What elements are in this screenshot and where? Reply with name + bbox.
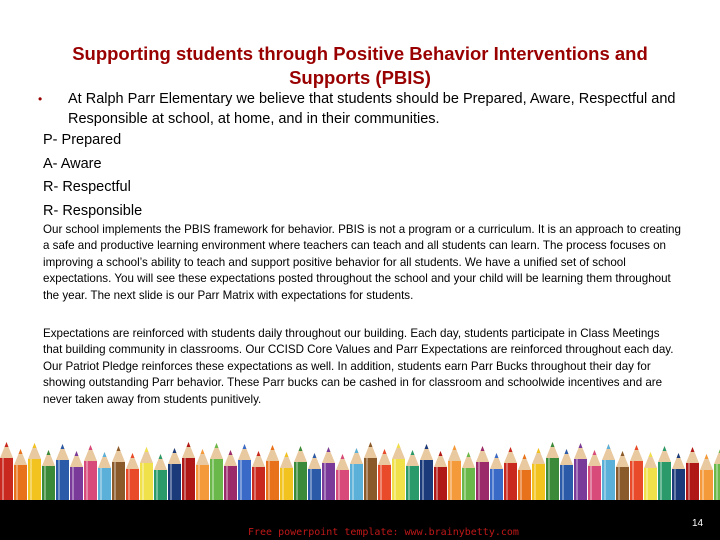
pencil-icon — [28, 443, 41, 500]
pencil-icon — [462, 452, 475, 500]
pencil-icon — [154, 454, 167, 500]
pencil-icon — [224, 450, 237, 500]
pencil-icon — [280, 452, 293, 500]
pencil-icon — [364, 442, 377, 500]
pencil-icon — [196, 449, 209, 500]
pencil-icon — [140, 447, 153, 500]
pencil-icon — [238, 444, 251, 500]
pencil-icon — [602, 444, 615, 500]
pencil-icon — [168, 448, 181, 500]
pencil-icon — [406, 450, 419, 500]
pencil-icon — [448, 445, 461, 500]
pencil-icon — [700, 454, 713, 500]
slide-title: Supporting students through Positive Behavior Interventions and Supports (PBIS) — [72, 43, 648, 88]
pencil-icon — [98, 452, 111, 500]
pencil-icon — [252, 451, 265, 500]
pencil-icon — [658, 446, 671, 500]
pencil-icon — [490, 453, 503, 500]
pencil-icon — [392, 443, 405, 500]
pencil-icon — [686, 447, 699, 500]
pencil-icon — [308, 453, 321, 500]
parr-item-responsible: R- Responsible — [43, 202, 143, 219]
pencil-icon — [210, 443, 223, 500]
pencil-icon — [322, 447, 335, 500]
pencil-icon — [518, 454, 531, 500]
pencil-icon — [336, 454, 349, 500]
pencil-icon — [56, 444, 69, 500]
page-number: 14 — [692, 518, 704, 529]
pencil-icon — [560, 449, 573, 500]
belief-bullet — [36, 90, 676, 129]
pencil-icon — [42, 450, 55, 500]
pbis-framework-paragraph: Our school implements the PBIS framework for behavior. PBIS is not a program or a curriculum. It is an approach to creating a safe and productive learning environment where teachers can teach and all students can learn. The process focuses on improving a school’s ability to teach and support positive behavior for all students. We have a unified set of school expectations. You will see these expectations posted throughout the school and your child will be learning them throughout the year. The next slide is our Parr Matrix with expectations for students. — [43, 223, 681, 302]
pencil-icon — [112, 446, 125, 500]
pencil-icon — [182, 442, 195, 500]
pencil-icon — [532, 448, 545, 500]
parr-item-prepared: P- Prepared — [43, 132, 122, 148]
pencil-icon — [630, 445, 643, 500]
pencil-icon — [84, 445, 97, 500]
pencil-icon — [126, 453, 139, 500]
expectations-reinforcement-paragraph: Expectations are reinforced with students daily throughout our building. Each day, students participate in Class Meetings that building community in classrooms. Our CCISD Core Values and Parr Expectations are reinforced throughout each day. Our Patriot Pledge reinforces these expectations as well. In addition, students earn Parr Bucks throughout their day for showing outstanding Parr behavior. These Parr bucks can be cashed in for classroom and schoolwide incentives and are never taken away from students punitively. — [43, 327, 674, 406]
pencil-icon — [504, 447, 517, 500]
colored-pencils-decoration — [0, 436, 720, 500]
pencil-icon — [546, 442, 559, 500]
pencil-icon — [644, 452, 657, 500]
parr-item-respectful: R- Respectful — [43, 179, 131, 195]
pencil-icon — [294, 446, 307, 500]
footer-credit: Free powerpoint template: www.brainybetty.com — [248, 527, 519, 538]
pencil-icon — [574, 443, 587, 500]
pencil-icon — [420, 444, 433, 500]
pencil-icon — [672, 453, 685, 500]
pencil-icon — [14, 449, 27, 500]
pencil-icon — [378, 449, 391, 500]
pencil-icon — [350, 448, 363, 500]
pencil-icon — [0, 442, 13, 500]
pencil-icon — [476, 446, 489, 500]
bullet-icon: • — [38, 92, 43, 106]
pencil-icon — [266, 445, 279, 500]
parr-expectations-list — [43, 129, 142, 223]
pencil-icon — [616, 451, 629, 500]
pencil-icon — [70, 451, 83, 500]
pencil-icon — [434, 451, 447, 500]
belief-statement: At Ralph Parr Elementary we believe that students should be Prepared, Aware, Respectful and Responsible at school, at home, and in their communities. — [68, 91, 676, 127]
parr-item-aware: A- Aware — [43, 155, 102, 172]
pencil-icon — [714, 448, 720, 500]
pencil-icon — [588, 450, 601, 500]
